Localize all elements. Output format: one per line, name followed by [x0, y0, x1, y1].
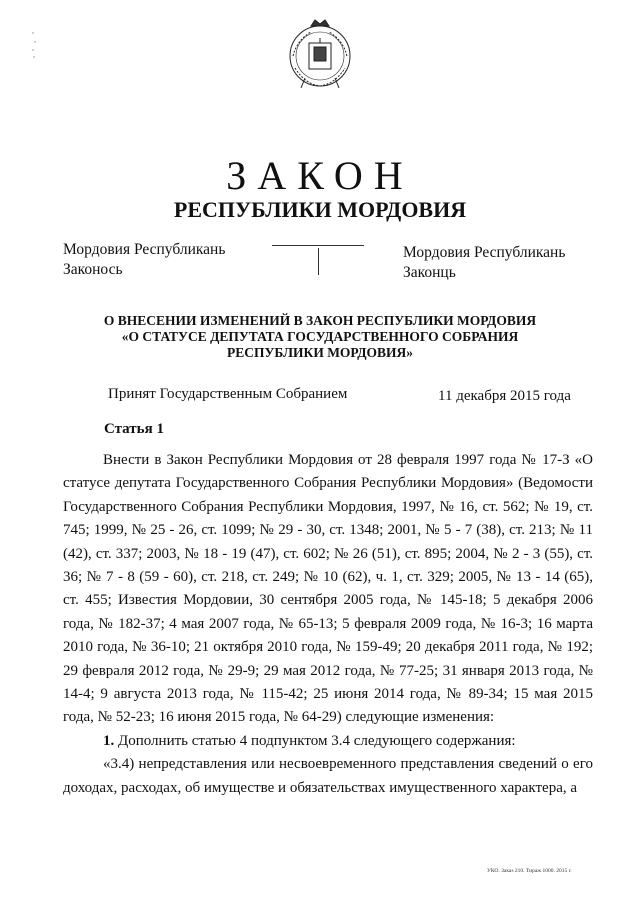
adopted-date: 11 декабря 2015 года [438, 388, 571, 404]
language-right-line1: Мордовия Республикань [403, 244, 566, 261]
law-name [100, 313, 540, 361]
language-left-line2: Законось [63, 261, 123, 278]
print-info: УКО. Заказ 210. Тираж 1000. 2015 г. [487, 868, 572, 874]
header-divider-vertical [318, 248, 319, 275]
adopted-by: Принят Государственным Собранием [108, 386, 348, 402]
header-divider-horizontal [272, 245, 364, 246]
item-3-4-paragraph: «3.4) непредставления или несвоевременного представления сведений о его доходах, расходах, об имуществе и обязательствах имущественного характера, а [63, 756, 593, 796]
language-block-left [63, 240, 225, 280]
law-name-line2: «О СТАТУСЕ ДЕПУТАТА ГОСУДАРСТВЕННОГО СОБРАНИЯ [121, 329, 519, 344]
coat-of-arms-emblem [285, 18, 355, 90]
item-1-paragraph [63, 730, 593, 753]
document-title: ЗАКОН [226, 153, 414, 198]
language-block-right [403, 243, 565, 283]
article-intro-paragraph: Внести в Закон Республики Мордовия от 28 февраля 1997 года № 17-З «О статусе депутата Государственного Собрания Республики Мордовия» (Ведомости Государственного Собрания Республики Мордовия, 1997, № 16, ст. 562; № 19, ст. 745; 1999, № 25 - 26, ст. 1099; № 29 - 30, ст. 1348; 2001, № 5 - 7 (38), ст. 213; № 11 (42), ст. 337; 2003, № 18 - 19 (47), ст. 602; № 26 (51), ст. 895; 2004, № 2 - 3 (55), ст. 36; № 7 - 8 (59 - 60), ст. 218, ст. 249; № 10 (62), ч. 1, ст. 329; 2005, № 13 - 14 (65), ст. 455; Известия Мордовии, 30 сентября 2005 года, № 145-18; 5 декабря 2006 года, № 182-37; 4 мая 2007 года, № 65-13; 5 февраля 2009 года, № 16-3; 16 марта 2010 года, № 36-10; 21 октября 2010 года, № 159-49; 20 декабря 2011 года, № 192; 29 февраля 2012 года, № 29-9; 29 мая 2012 года, № 77-25; 31 января 2013 года, № 14-4; 9 августа 2013 года, № 115-42; 25 июня 2014 года, № 89-34; 15 мая 2015 года, № 52-23; 16 июня 2015 года, № 64-29) следующие изменения: [63, 452, 593, 726]
margin-dots [30, 30, 38, 60]
language-right-line2: Законць [403, 264, 456, 281]
language-left-line1: Мордовия Республикань [63, 241, 226, 258]
article-body [63, 449, 593, 800]
article-heading: Статья 1 [104, 421, 164, 437]
law-name-line1: О ВНЕСЕНИИ ИЗМЕНЕНИЙ В ЗАКОН РЕСПУБЛИКИ МОРДОВИЯ [103, 313, 537, 328]
law-name-line3: РЕСПУБЛИКИ МОРДОВИЯ» [226, 345, 414, 360]
item-1-text: Дополнить статью 4 подпунктом 3.4 следующего содержания: [114, 732, 516, 749]
item-1-number: 1. [103, 732, 115, 749]
document-subtitle: РЕСПУБЛИКИ МОРДОВИЯ [173, 197, 467, 222]
